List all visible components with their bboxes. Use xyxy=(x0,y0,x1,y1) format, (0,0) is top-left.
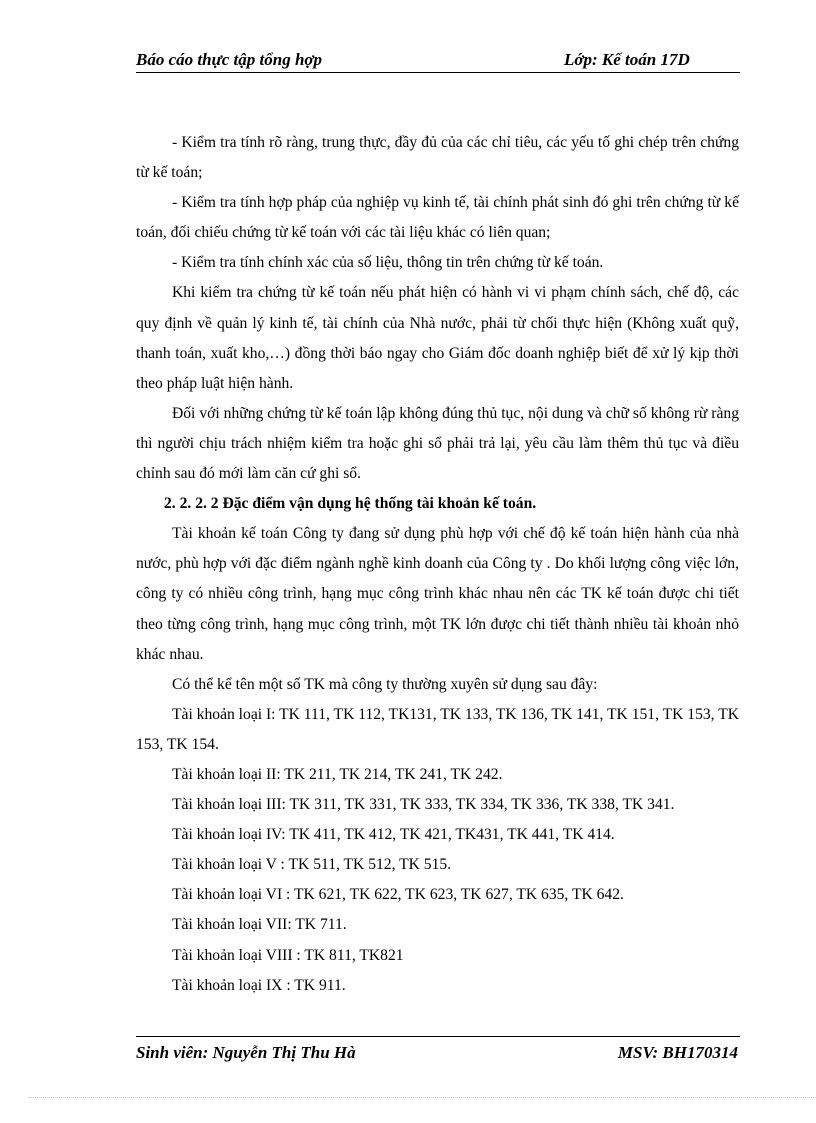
account-type-8: Tài khoản loại VIII : TK 811, TK821 xyxy=(172,946,404,964)
account-type-2: Tài khoản loại II: TK 211, TK 214, TK 241, TK 242. xyxy=(172,765,503,783)
page-header xyxy=(136,48,740,73)
document-body xyxy=(136,128,739,1001)
account-type-1: Tài khoản loại I: TK 111, TK 112, TK131, TK 133, TK 136, TK 141, TK 151, TK 153, TK 153, TK 154. xyxy=(136,705,739,753)
student-id: MSV: BH170314 xyxy=(617,1043,738,1062)
paragraph-check-clarity: - Kiểm tra tính rõ ràng, trung thực, đầy đủ của các chỉ tiêu, các yếu tố ghi chép trên chứng từ kế toán; xyxy=(136,134,739,182)
paragraph-violation-handling: Khi kiểm tra chứng từ kế toán nếu phát hiện có hành vi vi phạm chính sách, chế độ, các quy định về quản lý kinh tế, tài chính của Nhà nước, phải từ chối thực hiện (Không xuất quỹ, thanh toán, xuất kho,…) đồng thời báo ngay cho Giám đốc doanh nghiệp biết để xử lý kịp thời theo pháp luật hiện hành. xyxy=(136,284,739,392)
section-heading: 2. 2. 2. 2 Đặc điểm vận dụng hệ thống tài khoản kế toán. xyxy=(164,495,537,513)
report-title: Báo cáo thực tập tổng hợp xyxy=(136,50,323,69)
account-type-4: Tài khoản loại IV: TK 411, TK 412, TK 421, TK431, TK 441, TK 414. xyxy=(172,826,615,844)
page-bottom-edge xyxy=(28,1097,816,1098)
footer-divider xyxy=(136,1036,740,1037)
paragraph-check-accuracy: - Kiểm tra tính chính xác của số liệu, thông tin trên chứng từ kế toán. xyxy=(172,254,604,272)
account-type-6: Tài khoản loại VI : TK 621, TK 622, TK 623, TK 627, TK 635, TK 642. xyxy=(172,886,624,904)
account-type-7: Tài khoản loại VII: TK 711. xyxy=(172,916,347,934)
page-footer xyxy=(136,1043,740,1065)
student-name: Sinh viên: Nguyễn Thị Thu Hà xyxy=(136,1043,356,1062)
paragraph-account-system: Tài khoản kế toán Công ty đang sử dụng phù hợp với chế độ kế toán hiện hành của nhà nước, phù hợp với đặc điểm ngành nghề kinh doanh của Công ty . Do khối lượng công việc lớn, công ty có nhiều công trình, hạng mục công trình khác nhau nên các TK kế toán được chi tiết theo từng công trình, hạng mục công trình, một TK lớn được chi tiết thành nhiều tài khoản nhỏ khác nhau. xyxy=(136,525,739,663)
paragraph-account-intro: Có thể kể tên một số TK mà công ty thường xuyên sử dụng sau đây: xyxy=(172,675,598,693)
account-type-9: Tài khoản loại IX : TK 911. xyxy=(172,976,346,994)
class-label: Lớp: Kế toán 17D xyxy=(564,50,690,69)
paragraph-invalid-documents: Đối với những chứng từ kế toán lập không đúng thủ tục, nội dung và chữ số không rừ ràng thì người chịu trách nhiệm kiểm tra hoặc ghi sổ phải trả lại, yêu cầu làm thêm thủ tục và điều chỉnh sau đó mới làm căn cứ ghi sổ. xyxy=(136,404,739,483)
account-type-3: Tài khoản loại III: TK 311, TK 331, TK 333, TK 334, TK 336, TK 338, TK 341. xyxy=(172,796,675,814)
paragraph-check-legality: - Kiểm tra tính hợp pháp của nghiệp vụ kinh tế, tài chính phát sinh đó ghi trên chứng từ kế toán, đối chiếu chứng từ kế toán với các tài liệu khác có liên quan; xyxy=(136,194,739,242)
account-type-5: Tài khoản loại V : TK 511, TK 512, TK 515. xyxy=(172,856,452,874)
